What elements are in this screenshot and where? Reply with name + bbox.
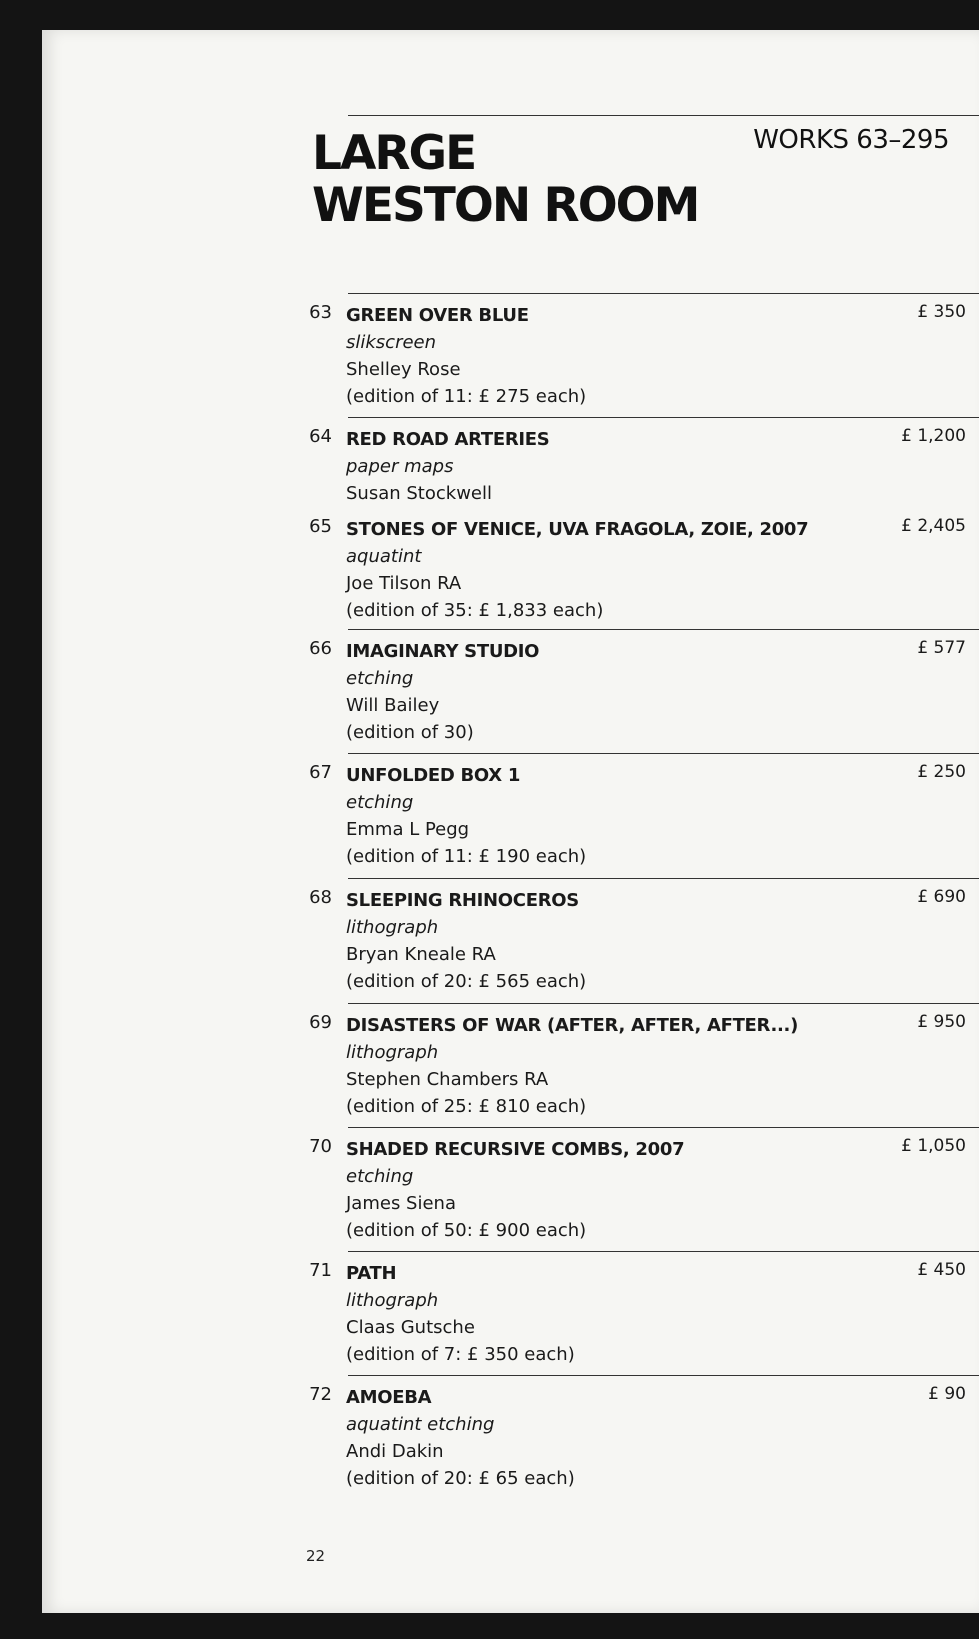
entry-title: GREEN OVER BLUE xyxy=(346,305,529,326)
entry-artist: Emma L Pegg xyxy=(346,819,470,840)
entry-number: 71 xyxy=(309,1260,332,1281)
entry-number: 67 xyxy=(309,762,332,783)
entry-title: UNFOLDED BOX 1 xyxy=(346,765,521,786)
entry-edition: (edition of 20: £ 65 each) xyxy=(346,1468,575,1489)
entry-medium: lithograph xyxy=(346,1042,439,1063)
entry-rule xyxy=(348,417,979,418)
entry-medium: paper maps xyxy=(346,456,454,477)
entry-price: £ 450 xyxy=(917,1260,966,1280)
entry-edition: (edition of 50: £ 900 each) xyxy=(346,1220,587,1241)
entry-medium: etching xyxy=(346,668,414,689)
entry-medium: etching xyxy=(346,792,414,813)
entry-price: £ 250 xyxy=(917,762,966,782)
entry-rule xyxy=(348,753,979,754)
entry-medium: lithograph xyxy=(346,917,439,938)
entry-artist: Joe Tilson RA xyxy=(346,573,462,594)
entry-number: 65 xyxy=(309,516,332,537)
entry-edition: (edition of 35: £ 1,833 each) xyxy=(346,600,604,621)
page-number: 22 xyxy=(306,1547,326,1565)
entry-edition: (edition of 25: £ 810 each) xyxy=(346,1096,587,1117)
entry-edition: (edition of 11: £ 275 each) xyxy=(346,386,587,407)
entry-artist: James Siena xyxy=(346,1193,456,1214)
entry-title: STONES OF VENICE, UVA FRAGOLA, ZOIE, 2007 xyxy=(346,519,809,540)
entry-title: SLEEPING RHINOCEROS xyxy=(346,890,579,911)
entry-rule xyxy=(348,629,979,630)
works-range: WORKS 63–295 xyxy=(753,125,949,155)
entry-edition: (edition of 30) xyxy=(346,722,474,743)
entry-medium: slikscreen xyxy=(346,332,437,353)
entry-number: 69 xyxy=(309,1012,332,1033)
entry-price: £ 950 xyxy=(917,1012,966,1032)
entry-artist: Andi Dakin xyxy=(346,1441,444,1462)
entry-rule xyxy=(348,1003,979,1004)
entry-title: SHADED RECURSIVE COMBS, 2007 xyxy=(346,1139,685,1160)
entry-rule xyxy=(348,1375,979,1376)
entry-rule xyxy=(348,293,979,294)
entry-artist: Will Bailey xyxy=(346,695,440,716)
room-title xyxy=(312,128,698,232)
entry-title: AMOEBA xyxy=(346,1387,432,1408)
entry-price: £ 350 xyxy=(917,302,966,322)
room-title-line-1: LARGE xyxy=(312,126,476,181)
entry-title: IMAGINARY STUDIO xyxy=(346,641,540,662)
entry-edition: (edition of 20: £ 565 each) xyxy=(346,971,587,992)
entry-edition: (edition of 11: £ 190 each) xyxy=(346,846,587,867)
catalogue-page xyxy=(42,30,979,1613)
entry-price: £ 577 xyxy=(917,638,966,658)
entry-title: RED ROAD ARTERIES xyxy=(346,429,550,450)
entry-title: DISASTERS OF WAR (AFTER, AFTER, AFTER...) xyxy=(346,1015,798,1036)
entry-price: £ 90 xyxy=(928,1384,966,1404)
entry-medium: etching xyxy=(346,1166,414,1187)
entry-price: £ 1,200 xyxy=(901,426,966,446)
entry-number: 64 xyxy=(309,426,332,447)
entry-number: 66 xyxy=(309,638,332,659)
entry-rule xyxy=(348,1251,979,1252)
entry-price: £ 1,050 xyxy=(901,1136,966,1156)
entry-title: PATH xyxy=(346,1263,397,1284)
entry-artist: Shelley Rose xyxy=(346,359,461,380)
entry-number: 68 xyxy=(309,887,332,908)
entry-artist: Susan Stockwell xyxy=(346,483,492,504)
entry-number: 70 xyxy=(309,1136,332,1157)
entry-rule xyxy=(348,1127,979,1128)
entry-number: 72 xyxy=(309,1384,332,1405)
entry-number: 63 xyxy=(309,302,332,323)
entry-artist: Stephen Chambers RA xyxy=(346,1069,549,1090)
entry-medium: lithograph xyxy=(346,1290,439,1311)
entry-price: £ 690 xyxy=(917,887,966,907)
room-title-line-2: WESTON ROOM xyxy=(312,178,699,233)
entry-artist: Claas Gutsche xyxy=(346,1317,475,1338)
entry-artist: Bryan Kneale RA xyxy=(346,944,496,965)
header-rule xyxy=(348,115,979,116)
entry-rule xyxy=(348,878,979,879)
entry-medium: aquatint etching xyxy=(346,1414,495,1435)
entry-medium: aquatint xyxy=(346,546,422,567)
entry-price: £ 2,405 xyxy=(901,516,966,536)
entry-edition: (edition of 7: £ 350 each) xyxy=(346,1344,575,1365)
